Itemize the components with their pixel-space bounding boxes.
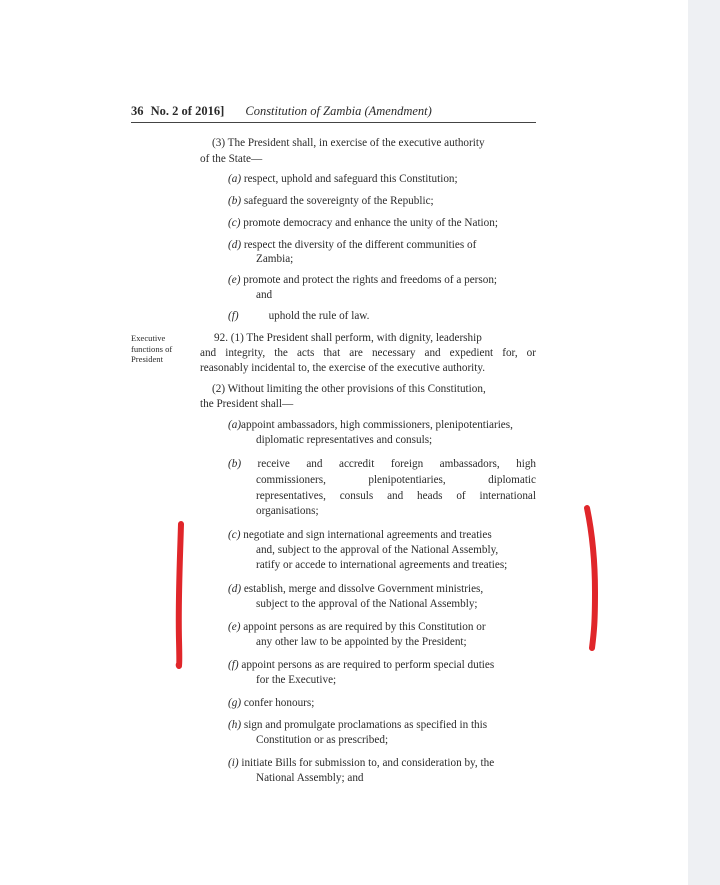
issue-label: No. 2 of 2016] [150,104,225,118]
list-item-continuation: National Assembly; and [256,772,364,784]
margin-note: Executive functions of President [131,333,173,364]
left-red-annotation-mark [170,520,188,670]
list-item-continuation: any other law to be appointed by the President; [256,636,467,648]
right-gutter [688,0,720,885]
list-item: (c) promote democracy and enhance the unity of the Nation; [228,217,498,229]
list-item-continuation: commissioners, plenipotentiaries, diplomatic [256,474,536,486]
clause-3-line-2: of the State— [200,153,263,165]
list-item: (f) appoint persons as are required to perform special duties [228,659,495,671]
document-title: Constitution of Zambia (Amendment) [245,104,432,118]
list-item-continuation: Constitution or as prescribed; [256,734,389,746]
list-item: (d) respect the diversity of the different communities of [228,239,477,251]
list-item: (g) confer honours; [228,697,315,709]
list-item: (c) negotiate and sign international agreements and treaties [228,529,492,541]
list-item: (b) receive and accredit foreign ambassadors, high [228,458,537,470]
list-item-continuation: diplomatic representatives and consuls; [256,434,433,446]
list-item: (e) appoint persons as are required by this Constitution or [228,621,486,633]
article-92-clause-2-line-1: (2) Without limiting the other provisions of this Constitution, [212,383,486,395]
list-item-continuation: Zambia; [256,253,294,265]
list-item-continuation: for the Executive; [256,674,337,686]
list-item: (h) sign and promulgate proclamations as specified in this [228,719,488,731]
article-92-clause-2-line-2: the President shall— [200,398,294,410]
article-92-line-2: and integrity, the acts that are necessary and expedient for, or [200,347,536,359]
list-item: (a)appoint ambassadors, high commissioners, plenipotentiaries, [228,419,513,431]
list-item: (b) safeguard the sovereignty of the Republic; [228,195,434,207]
list-item: (f) uphold the rule of law. [228,310,370,322]
list-item: (e) promote and protect the rights and freedoms of a person; [228,274,498,286]
list-item: (d) establish, merge and dissolve Government ministries, [228,583,484,595]
list-item-continuation: and, subject to the approval of the National Assembly, [256,544,499,556]
list-item-continuation: subject to the approval of the National Assembly; [256,598,478,610]
page-number: 36 [131,104,144,118]
article-92-line-3: reasonably incidental to, the exercise of the executive authority. [200,362,486,374]
list-item-continuation: organisations; [256,505,319,517]
clause-3-line-1: (3) The President shall, in exercise of the executive authority [212,137,485,149]
list-item-continuation: and [256,289,273,301]
list-item: (i) initiate Bills for submission to, and consideration by, the [228,757,495,769]
page-header [131,103,535,123]
header-rule [131,122,536,123]
list-item: (a) respect, uphold and safeguard this Constitution; [228,173,458,185]
article-92-line-1: 92. (1) The President shall perform, with dignity, leadership [214,332,482,344]
right-red-annotation-mark [583,502,601,652]
list-item-continuation: representatives, consuls and heads of international [256,490,536,502]
list-item-continuation: ratify or accede to international agreements and treaties; [256,559,508,571]
